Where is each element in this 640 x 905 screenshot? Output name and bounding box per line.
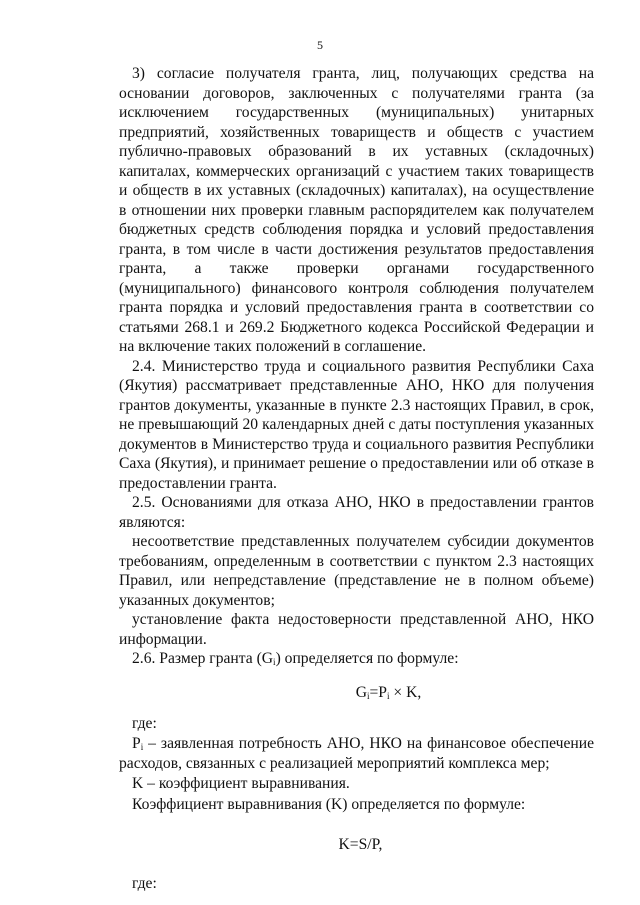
paragraph-refusal-reason-1: несоответствие представленных получателем субсидии документов требованиям, определенным в соответствии с пунктом 2.3 настоящих Правил, или непредставление (представление не в полном объеме) указанных документов;	[119, 533, 594, 609]
formula1-g: G	[355, 683, 367, 701]
paragraph-refusal-reason-2: установление факта недостоверности представленной АНО, НКО информации.	[119, 611, 594, 648]
where-label-2: где:	[132, 875, 157, 892]
paragraph-2-4: 2.4. Министерство труда и социального развития Республики Саха (Якутия) рассматривает представленные АНО, НКО для получения грантов документы, указанные в пункте 2.3 настоящих Правил, в срок, не превышающий 20 календарных дней с даты поступления указанных документов в Министерство труда и социального развития Республики Саха (Якутия), и принимает решение о предоставлении или об отказе в предоставлении гранта.	[119, 357, 594, 492]
formula1-rest: × K,	[389, 683, 422, 701]
paragraph-2-5: 2.5. Основаниями для отказа АНО, НКО в предоставлении грантов являются:	[119, 494, 594, 531]
paragraph-2-6	[119, 649, 594, 669]
document-body	[119, 64, 594, 894]
formula1-eq: =P	[369, 683, 387, 701]
p6-text-before: 2.6. Размер гранта (G	[132, 650, 274, 667]
paragraph-p-definition	[119, 734, 594, 773]
p7-symbol: P	[132, 735, 141, 752]
p6-text-after: ) определяется по формуле:	[275, 650, 459, 667]
paragraph-k-definition: K – коэффициент выравнивания.	[132, 775, 350, 792]
formula1-p-subscript: i	[386, 690, 390, 701]
where-label-1: где:	[132, 714, 157, 732]
paragraph-consent: 3) согласие получателя гранта, лиц, получающих средства на основании договоров, заключенных с получателями гранта (за исключением государственных (муниципальных) унитарных предприятий, хозяйственных товариществ и обществ с участием публично-правовых образований в их уставных (складочных) капиталах, коммерческих организаций с участием таких товариществ и обществ в их уставных (складочных) капиталах), на осуществление в отношении них проверки главным распорядителем как получателем бюджетных средств соблюдения порядка и условий предоставления гранта, в том числе в части достижения результатов предоставления гранта, а также проверки органами государственного (муниципального) финансового контроля соблюдения получателем гранта порядка и условий предоставления гранта в соответствии со статьями 268.1 и 269.2 Бюджетного кодекса Российской Федерации и на включение таких положений в соглашение.	[119, 65, 594, 355]
paragraph-k-formula-intro: Коэффициент выравнивания (K) определяется по формуле:	[132, 795, 526, 813]
formula1-g-subscript: i	[367, 690, 370, 701]
formula-coefficient: K=S/P,	[338, 836, 383, 853]
page-number: 5	[317, 38, 323, 52]
formula-grant-size	[119, 683, 594, 703]
p7-text: – заявленная потребность АНО, НКО на финансовое обеспечение расходов, связанных с реализацией мероприятий комплекса мер;	[119, 735, 594, 772]
p7-subscript: i	[140, 742, 144, 752]
p6-subscript: i	[273, 657, 276, 667]
